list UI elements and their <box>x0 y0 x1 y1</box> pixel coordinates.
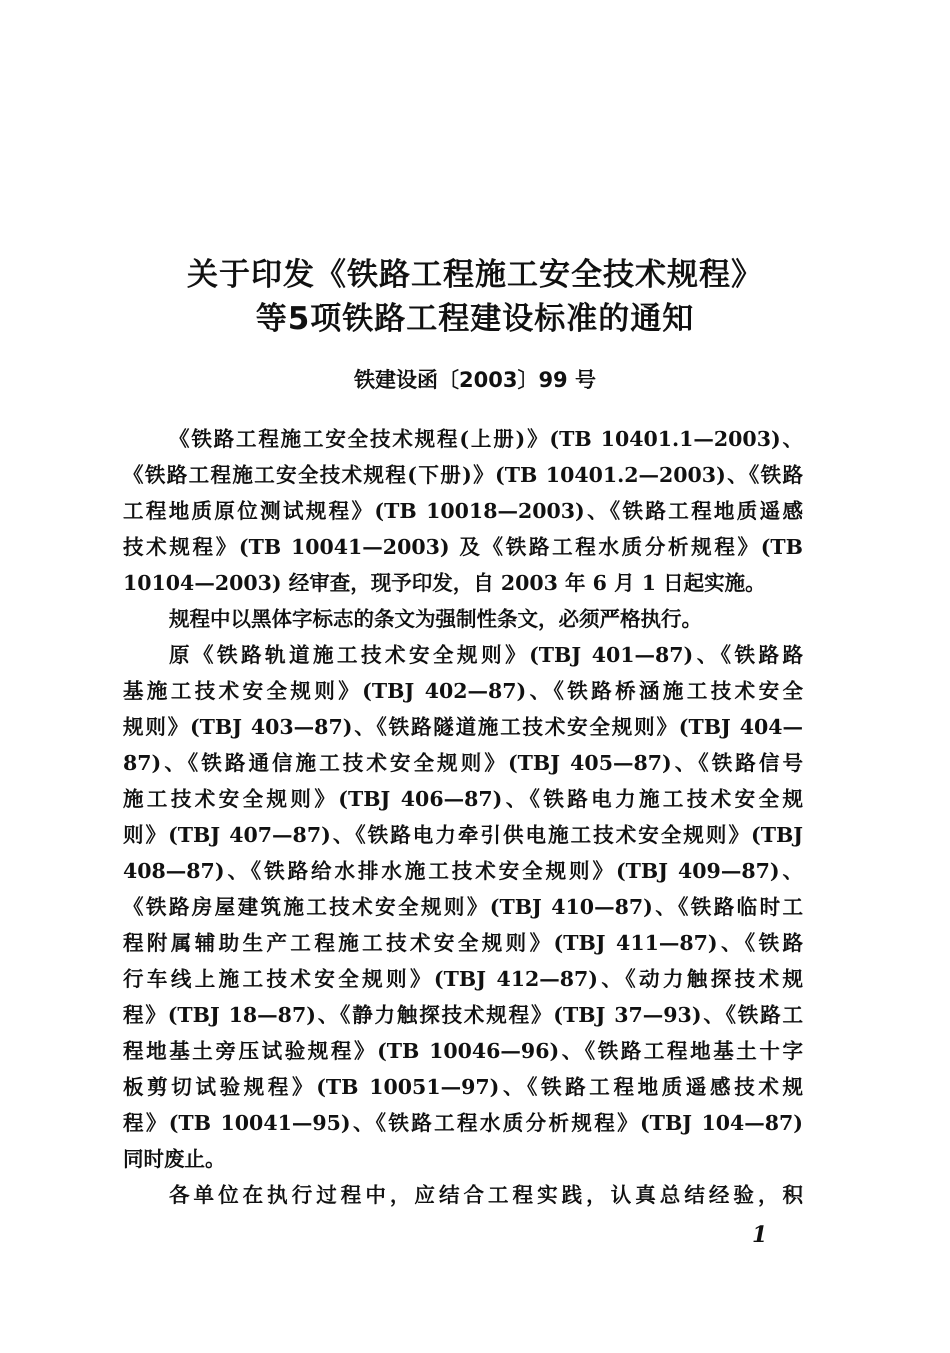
paragraph-line: 《铁路房屋建筑施工技术安全规则》(TBJ 410—87)、《铁路临时工 <box>123 895 803 919</box>
paragraph-line: 87)、《铁路通信施工技术安全规则》(TBJ 405—87)、《铁路信号 <box>123 751 803 775</box>
paragraph-line: 工程地质原位测试规程》(TB 10018—2003)、《铁路工程地质遥感 <box>123 499 803 523</box>
paragraph-line: 10104—2003) 经审查，现予印发，自 2003 年 6 月 1 日起实施。 <box>123 571 766 595</box>
paragraph-line: 各单位在执行过程中，应结合工程实践，认真总结经验，积 <box>169 1183 803 1207</box>
paragraph-line: 程》(TBJ 18—87)、《静力触探技术规程》(TBJ 37—93)、《铁路工 <box>123 1003 803 1027</box>
paragraph-line: 程附属辅助生产工程施工技术安全规则》(TBJ 411—87)、《铁路 <box>123 931 803 955</box>
paragraph-line: 行车线上施工技术安全规则》(TBJ 412—87)、《动力触探技术规 <box>123 967 803 991</box>
paragraph-line: 板剪切试验规程》(TB 10051—97)、《铁路工程地质遥感技术规 <box>123 1075 803 1099</box>
body-text <box>123 421 803 1213</box>
paragraph-line: 程》(TB 10041—95)、《铁路工程水质分析规程》(TBJ 104—87) <box>123 1111 803 1135</box>
paragraph-line: 同时废止。 <box>123 1147 226 1171</box>
paragraph-line: 规程中以黑体字标志的条文为强制性条文，必须严格执行。 <box>169 607 702 631</box>
page-number: 1 <box>752 1222 768 1248</box>
paragraph-line: 技术规程》(TB 10041—2003) 及《铁路工程水质分析规程》(TB <box>123 535 803 559</box>
paragraph-line: 程地基土旁压试验规程》(TB 10046—96)、《铁路工程地基土十字 <box>123 1039 803 1063</box>
paragraph-line: 施工技术安全规则》(TBJ 406—87)、《铁路电力施工技术安全规 <box>123 787 803 811</box>
paragraph-line: 规则》(TBJ 403—87)、《铁路隧道施工技术安全规则》(TBJ 404— <box>123 715 803 739</box>
paragraph-line: 《铁路工程施工安全技术规程(下册)》(TB 10401.2—2003)、《铁路 <box>123 463 803 487</box>
paragraph-line: 基施工技术安全规则》(TBJ 402—87)、《铁路桥涵施工技术安全 <box>123 679 803 703</box>
document-number: 铁建设函〔2003〕99 号 <box>354 368 596 392</box>
title-line-1: 关于印发《铁路工程施工安全技术规程》 <box>187 257 763 293</box>
paragraph-line: 则》(TBJ 407—87)、《铁路电力牵引供电施工技术安全规则》(TBJ <box>123 823 803 847</box>
paragraph-line: 408—87)、《铁路给水排水施工技术安全规则》(TBJ 409—87)、 <box>123 859 803 883</box>
paragraph-line: 《铁路工程施工安全技术规程(上册)》(TB 10401.1—2003)、 <box>169 427 803 451</box>
title-line-2: 等5项铁路工程建设标准的通知 <box>255 301 695 337</box>
paragraph-line: 原《铁路轨道施工技术安全规则》(TBJ 401—87)、《铁路路 <box>169 643 803 667</box>
